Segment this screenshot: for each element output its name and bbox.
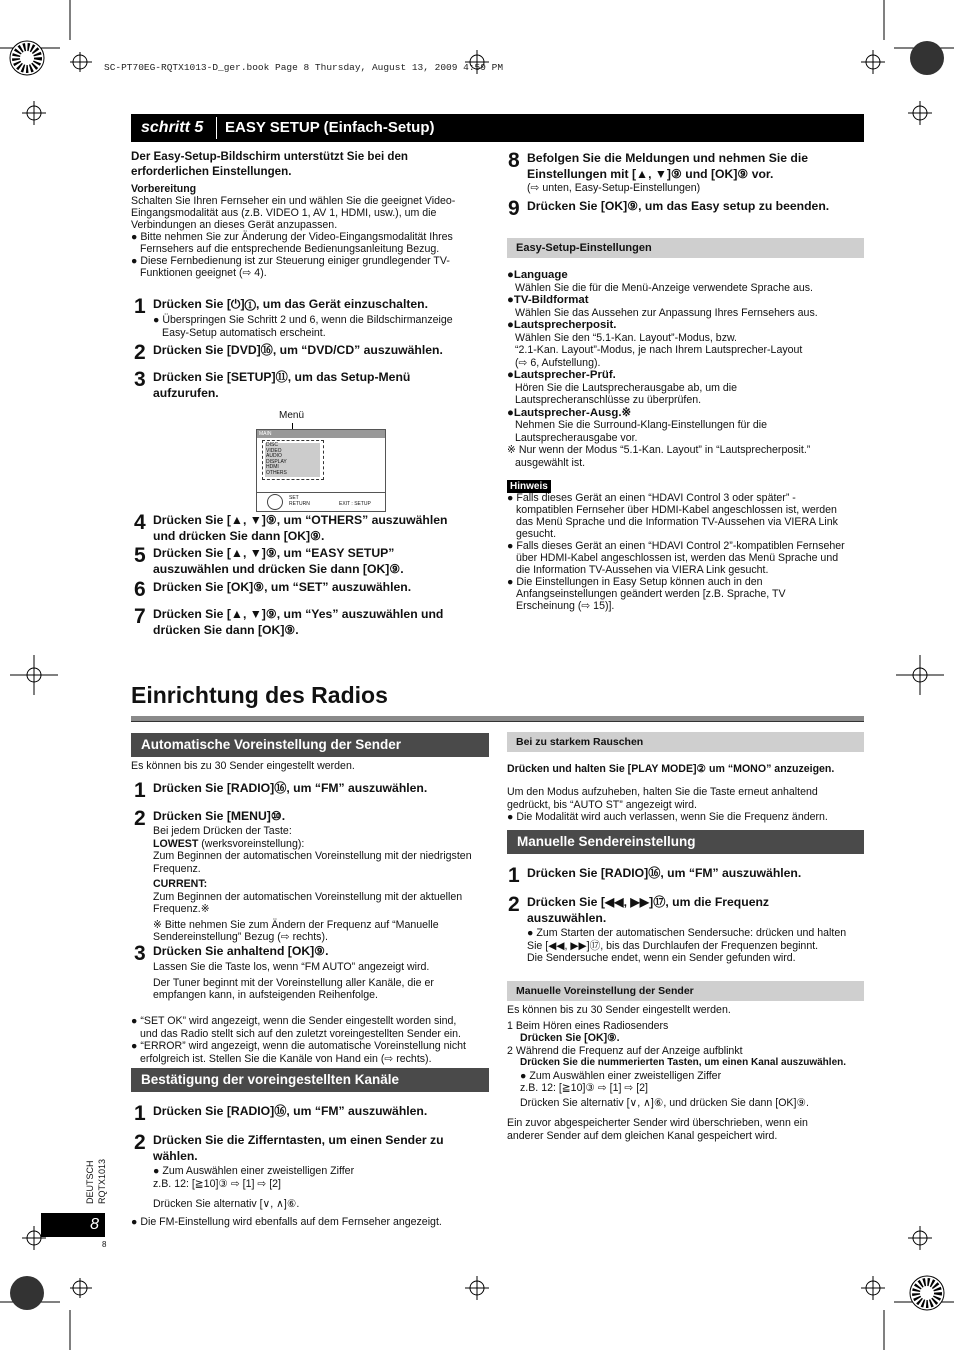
step-text: Befolgen Sie die Meldungen und nehmen Sie die Einstellungen mit [▲, ▼]⑨ und [OK]⑨ vor. (527, 151, 809, 181)
step-number: 1 (508, 864, 520, 887)
manual-tuning-header: Manuelle Sendereinstellung (507, 830, 864, 854)
print-header: SC-PT70EG-RQTX1013-D_ger.book Page 8 Thursday, August 13, 2009 4:59 PM (104, 62, 504, 73)
step-number: 1 (134, 295, 146, 318)
step-number: 2 (508, 893, 520, 916)
step-text: Drücken Sie [▲, ▼]⑨, um “Yes” auszuwählen und drücken Sie dann [OK]⑨. (153, 607, 444, 637)
menu-options: Bei jedem Drücken der Taste: LOWEST (werksvoreinstellung): Zum Beginnen der automatischen Voreinstellung mit der niedrigsten Frequenz. CURRENT: Zum Beginnen der automatischen Voreinstellung mit der aktuellen Frequenz.※ ※ Bitte nehmen Sie zum Ändern der Frequenz auf “Manuelle Sendereinstellung” Bezug (⇨ rechts). (153, 825, 472, 943)
step-header-bar (131, 114, 864, 142)
page-number-small: 8 (102, 1240, 107, 1249)
setup-menu-screen: MAIN DISC VIDEO AUDIO DISPLAY HDMI OTHERS SET RETURN EXIT : SETUP (256, 429, 386, 512)
easy-settings-list: ●Language Wählen Sie die für die Menü-Anzeige verwendete Sprache aus. ●TV-Bildformat Wählen Sie das Aussehen zur Anpassung Ihres Fernsehers aus. ●Lautsprecherposit. Wählen Sie den “5.1-Kan. Layout”-Modus, bzw. “2.1-Kan. Layout”-Modus, je nach Ihrem Lautsprecher-Layout (⇨ 6, Aufstellung). ●Lautsprecher-Prüf. Hören Sie die Lautsprecherausgabe ab, um die Lautsprecheranschlüsse zu überprüfen. ●Lautsprecher-Ausg.※ Nehmen Sie die Surround-Klang-Einstellungen für die Lautsprecherausgabe vor. ※ Nur wenn der Modus “5.1-Kan. Layout” in “Lautsprecherposit.” ausgewählt ist. (507, 269, 818, 469)
step-number: 3 (134, 942, 146, 965)
step-number: 6 (134, 578, 146, 601)
easy-settings-header: Easy-Setup-Einstellungen (507, 238, 864, 258)
step-sub: ● Überspringen Sie Schritt 2 und 6, wenn die Bildschirmanzeige Easy-Setup automatisch erscheint. (153, 314, 453, 339)
side-code: RQTX1013 (97, 1158, 107, 1204)
page-number: 8 (41, 1213, 105, 1237)
step-number: 5 (134, 544, 146, 567)
step-number: 1 (134, 779, 146, 802)
confirm-header: Bestätigung der voreingestellten Kanäle (131, 1068, 489, 1092)
vorbereitung: Vorbereitung Schalten Sie Ihren Fernseher ein und wählen Sie die geeignet Video- Eingangsmodalität aus (z.B. VIDEO 1, AV 1, HDMI, usw.), um die Verbindungen an dieses Gerät anzupassen. ● Bitte nehmen Sie zur Änderung der Video-Eingangsmodalität Ihres Fernsehers auf die entsprechende Bedienungsanleitung Bezug. ● Diese Fernbedienung ist zur Steuerung einiger grundlegender TV- Funktionen geeignet (⇨ 4). (131, 183, 456, 279)
step-text: Drücken Sie [▲, ▼]⑨, um “EASY SETUP” auszuwählen und drücken Sie dann [OK]⑨. (153, 546, 404, 576)
step-text: Drücken Sie [SETUP]⑪, um das Setup-Menü aufzurufen. (153, 370, 411, 400)
step-number: 9 (508, 197, 520, 220)
menu-list: DISC VIDEO AUDIO DISPLAY HDMI OTHERS (262, 440, 324, 480)
bullet-2: ● Diese Fernbedienung ist zur Steuerung einiger grundlegender TV- (131, 255, 450, 267)
step-number: 1 (134, 1102, 146, 1125)
step-number: 2 (134, 807, 146, 830)
step-number: 2 (134, 1131, 146, 1154)
hinweis-label: Hinweis (507, 480, 551, 493)
step-number: 7 (134, 605, 146, 628)
step-text: Drücken Sie [⏻]①, um das Gerät einzuschalten. (153, 297, 429, 311)
step-title: EASY SETUP (Einfach-Setup) (225, 119, 435, 136)
manual-preset-body: Es können bis zu 30 Sender eingestellt werden. 1 Beim Hören eines Radiosenders Drücken Sie [OK]⑨. 2 Während die Frequenz auf der Anzeige aufblinkt Drücken Sie die nummerierten Tasten, um einen Kanal auszuwählen. ● Zum Auswählen einer zweistelligen Ziffer z.B. 12: [≧10]③ ⇨ [1] ⇨ [2] Drücken Sie alternativ [∨, ∧]⑥, und drücken Sie dann [OK]⑨. Ein zuvor abgespeicherter Sender wird überschrieben, wenn ein anderer Sender auf dem gleichen Kanal gespeichert wird. (507, 1004, 847, 1142)
manual-preset-header: Manuelle Voreinstellung der Sender (507, 981, 864, 1001)
side-language: DEUTSCH (85, 1160, 95, 1204)
bullet-1: ● Bitte nehmen Sie zur Änderung der Video-Eingangsmodalität Ihres (131, 231, 453, 243)
auto-preset-header: Automatische Voreinstellung der Sender (131, 733, 489, 757)
step-number: 2 (134, 341, 146, 364)
remote-cursor-icon (267, 494, 283, 510)
step-text: Drücken Sie [OK]⑨, um das Easy setup zu beenden. (527, 199, 830, 213)
title-rule-line (131, 721, 864, 722)
intro-text: Der Easy-Setup-Bildschirm unterstützt Sie bei den erforderlichen Einstellungen. (131, 150, 409, 178)
step-text: Drücken Sie [▲, ▼]⑨, um “OTHERS” auszuwählen und drücken Sie dann [OK]⑨. (153, 513, 448, 543)
hinweis-notes: ● Falls dieses Gerät an einen “HDAVI Control 3 oder später” - kompatiblen Fernseher über HDMI-Kabel angeschlossen ist, werden das Menü Sprache und die Information TV-Aussehen via VIERA Link gesucht. ● Falls dieses Gerät an einen “HDAVI Control 2”-kompatiblen Fernseher über HDMI-Kabel angeschlossen ist, werden das Menü Sprache und die Information TV-Aussehen via VIERA Link gesucht. ● Die Einstellungen in Easy Setup können auch in den Anfangseinstellungen geändert werden [z.B. Sprache, TV Erscheinung (⇨ 15)]. (507, 492, 845, 612)
step-number: 4 (134, 511, 146, 534)
divider (216, 117, 217, 139)
step-text: Drücken Sie [OK]⑨, um “SET” auszuwählen. (153, 580, 412, 594)
step-number: 3 (134, 368, 146, 391)
step-number: 8 (508, 149, 520, 172)
noise-header: Bei zu starkem Rauschen (507, 732, 864, 752)
radio-title: Einrichtung des Radios (131, 682, 388, 708)
auto-preset-notes: ● “SET OK” wird angezeigt, wenn die Sender eingestellt worden sind, und das Radio stellt sich auf den zuletzt voreingestellten Sender ein. ● “ERROR” wird angezeigt, wenn die automatische Voreinstellung nicht erfolgreich ist. Stellen Sie die Kanäle von Hand ein (⇨ rechts). (131, 1015, 466, 1065)
step-label: schritt 5 (141, 119, 204, 136)
menu-label: Menü (279, 410, 305, 421)
step-text: Drücken Sie [DVD]⑯, um “DVD/CD” auszuwählen. (153, 343, 443, 357)
